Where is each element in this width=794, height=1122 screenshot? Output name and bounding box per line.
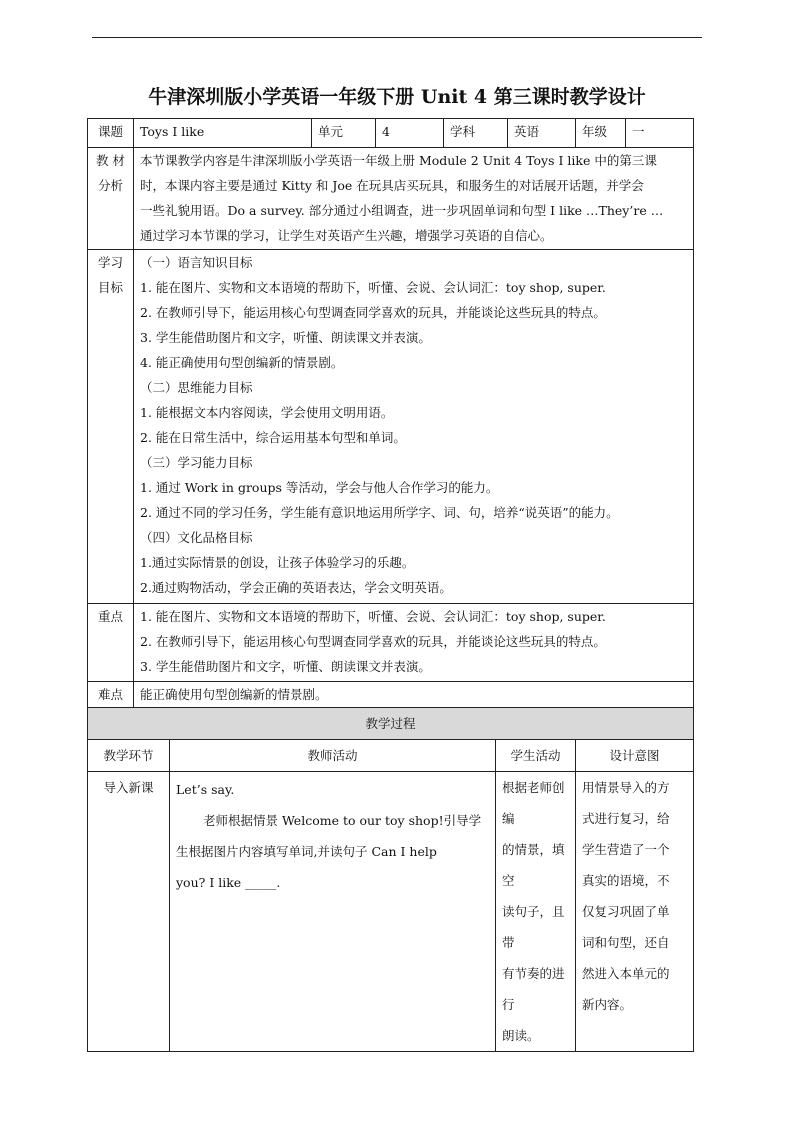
student-activity-line: 读句子，且带: [502, 904, 565, 950]
key-points-content: [134, 604, 694, 682]
objective-line: 2. 能在日常生活中，综合运用基本句型和单词。: [140, 430, 406, 445]
header-teacher: 教师活动: [170, 740, 496, 772]
info-row: [88, 119, 694, 148]
analysis-line: 时，本课内容主要是通过 Kitty 和 Joe 在玩具店买玩具，和服务生的对话展开话题，并学会: [140, 178, 644, 193]
document-title: 牛津深圳版小学英语一年级下册 Unit 4 第三课时教学设计: [148, 86, 646, 108]
key-point-line: 3. 学生能借助图片和文字，听懂、朗读课文并表演。: [140, 659, 431, 674]
grade-value: 一: [626, 119, 694, 148]
intent-line: 然进入本单元的: [582, 966, 670, 981]
objectives-label: 学习 目标: [88, 250, 134, 604]
objective-line: 4. 能正确使用句型创编新的情景剧。: [140, 355, 344, 370]
objective-line: （三）学习能力目标: [140, 455, 253, 470]
subject-value: 英语: [508, 119, 576, 148]
objective-line: （一）语言知识目标: [140, 255, 253, 270]
analysis-content: [134, 148, 694, 250]
student-cell: [496, 772, 576, 1052]
lesson-plan-table: [87, 118, 694, 1052]
intent-line: 式进行复习，给: [582, 811, 670, 826]
header-student: 学生活动: [496, 740, 576, 772]
intent-line: 词和句型，还自: [582, 935, 670, 950]
student-activity-line: 朗读。: [502, 1028, 540, 1043]
header-rule: [92, 37, 702, 38]
topic-key: 课题: [88, 119, 134, 148]
student-activity-line: 根据老师创编: [502, 780, 565, 826]
unit-key: 单元: [312, 119, 376, 148]
key-point-line: 2. 在教师引导下，能运用核心句型调查同学喜欢的玩具，并能谈论这些玩具的特点。: [140, 634, 606, 649]
topic-value: Toys I like: [134, 119, 312, 148]
unit-value: 4: [376, 119, 444, 148]
key-point-line: 1. 能在图片、实物和文本语境的帮助下，听懂、会说、会认词汇：toy shop, super.: [140, 609, 606, 624]
objective-line: 1. 通过 Work in groups 等活动，学会与他人合作学习的能力。: [140, 480, 499, 495]
difficult-points-row: [88, 682, 694, 708]
student-activity-line: 有节奏的进行: [502, 966, 565, 1012]
objectives-content: [134, 250, 694, 604]
analysis-line: 一些礼貌用语。Do a survey. 部分通过小组调查，进一步巩固单词和句型 I like …They’re …: [140, 203, 664, 218]
difficult-points-content: 能正确使用句型创编新的情景剧。: [134, 682, 694, 708]
subject-key: 学科: [444, 119, 508, 148]
objective-line: 1. 能根据文本内容阅读，学会使用文明用语。: [140, 405, 394, 420]
objective-line: 2.通过购物活动，学会正确的英语表达，学会文明英语。: [140, 580, 452, 595]
objective-line: 1. 能在图片、实物和文本语境的帮助下，听懂、会说、会认词汇：toy shop, super.: [140, 280, 606, 295]
header-intent: 设计意图: [576, 740, 694, 772]
objective-line: （四）文化品格目标: [140, 530, 253, 545]
key-points-row: [88, 604, 694, 682]
intent-line: 学生营造了一个: [582, 842, 670, 857]
objective-line: 3. 学生能借助图片和文字，听懂、朗读课文并表演。: [140, 330, 431, 345]
teacher-cell: [170, 772, 496, 1052]
analysis-line: 通过学习本节课的学习，让学生对英语产生兴趣，增强学习英语的自信心。: [140, 228, 553, 243]
teacher-activity-line: 生根据图片内容填写单词,并读句子 Can I help: [176, 844, 437, 859]
process-section-title: 教学过程: [88, 708, 694, 740]
objective-line: 2. 通过不同的学习任务，学生能有意识地运用所学字、词、句，培养“说英语”的能力。: [140, 505, 619, 520]
intent-line: 用情景导入的方: [582, 780, 670, 795]
student-activity-line: 的情景，填空: [502, 842, 565, 888]
intent-line: 真实的语境，不: [582, 873, 670, 888]
analysis-line: 本节课教学内容是牛津深圳版小学英语一年级上册 Module 2 Unit 4 Toys I like 中的第三课: [140, 153, 657, 168]
objective-line: 2. 在教师引导下，能运用核心句型调查同学喜欢的玩具，并能谈论这些玩具的特点。: [140, 305, 606, 320]
objective-line: （二）思维能力目标: [140, 380, 253, 395]
key-points-label: 重点: [88, 604, 134, 682]
analysis-row: [88, 148, 694, 250]
header-stage: 教学环节: [88, 740, 170, 772]
teacher-activity-line: you? I like _____.: [176, 875, 281, 890]
objectives-row: [88, 250, 694, 604]
objective-line: 1.通过实际情景的创设，让孩子体验学习的乐趣。: [140, 555, 415, 570]
analysis-label: 教 材 分析: [88, 148, 134, 250]
teacher-activity-line: 老师根据情景 Welcome to our toy shop!引导学: [203, 813, 482, 828]
process-header-row: [88, 740, 694, 772]
teacher-activity-heading: Let’s say.: [176, 782, 235, 797]
difficult-points-label: 难点: [88, 682, 134, 708]
grade-key: 年级: [576, 119, 626, 148]
intent-cell: [576, 772, 694, 1052]
intent-line: 新内容。: [582, 997, 633, 1012]
process-section-row: [88, 708, 694, 740]
stage-cell: 导入新课: [88, 772, 170, 1052]
intent-line: 仅复习巩固了单: [582, 904, 670, 919]
process-row: [88, 772, 694, 1052]
